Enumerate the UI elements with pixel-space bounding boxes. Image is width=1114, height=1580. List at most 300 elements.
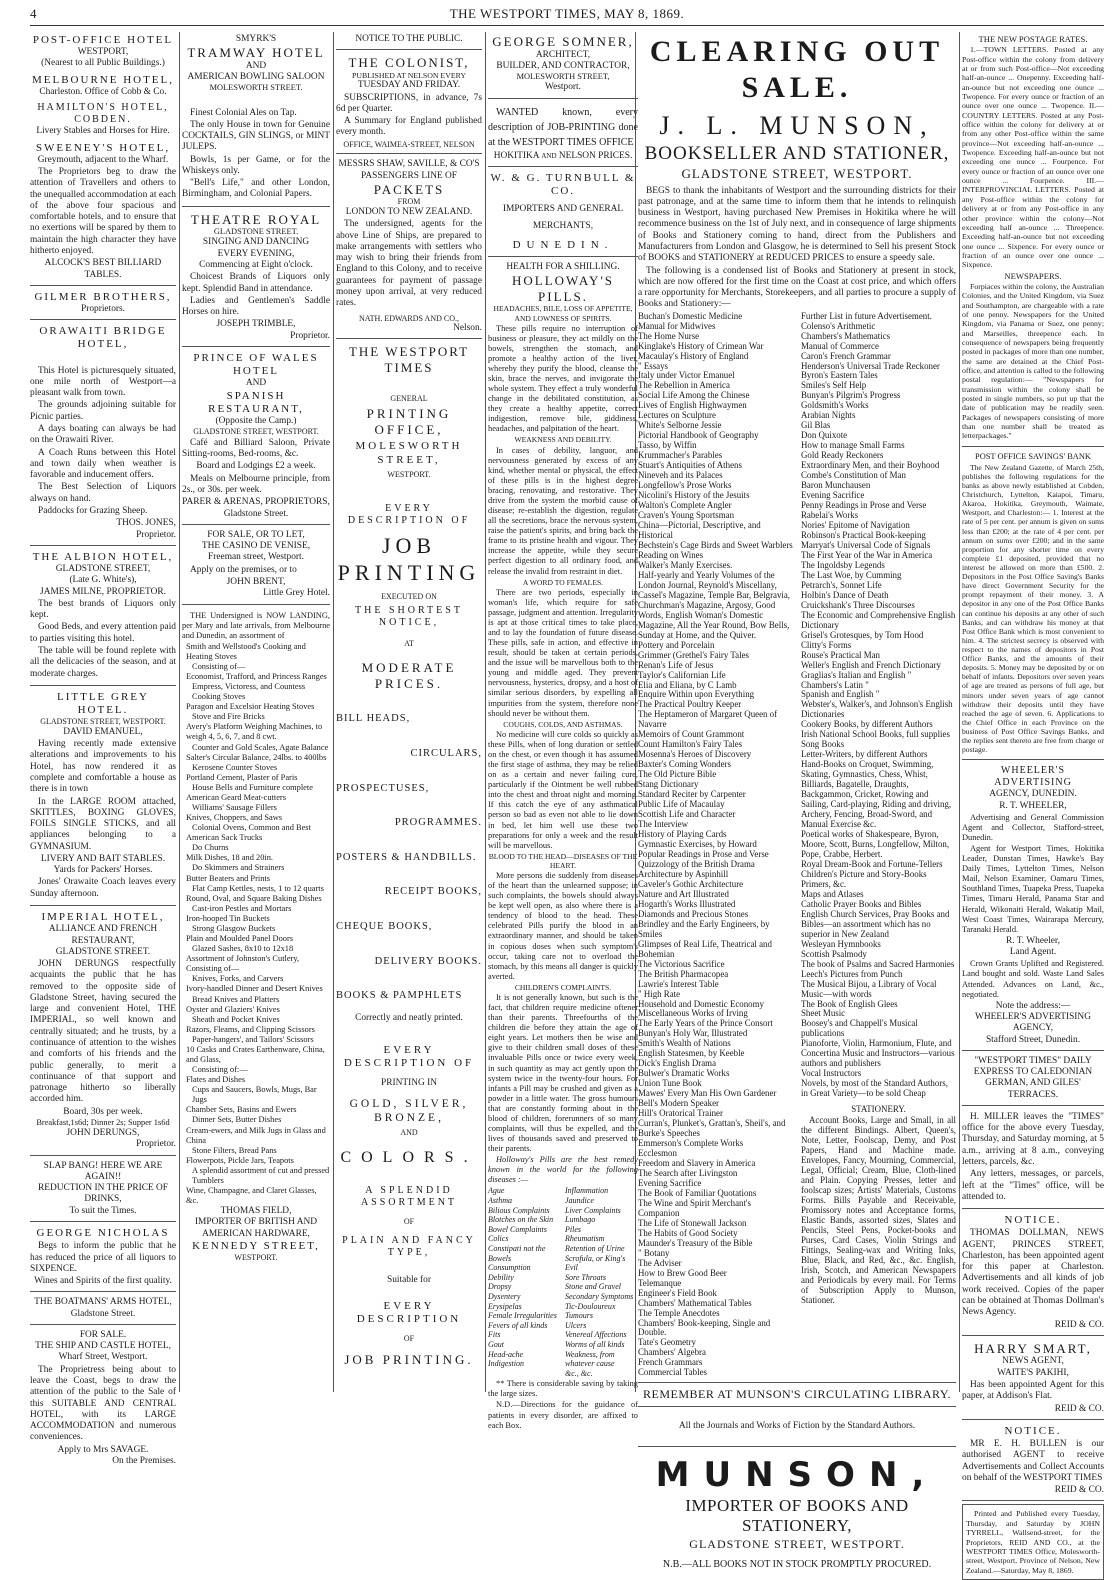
ad-line: A SPLENDID ASSORTMENT — [360, 1185, 458, 1209]
column-6 — [962, 32, 1104, 1575]
ad-subheading: BLOOD TO THE HEAD—DISEASES OF THE HEART. — [488, 851, 638, 870]
ailment-item: Inflammation — [565, 1186, 609, 1196]
hardware-item: Williams' Sausage Fillers — [192, 803, 277, 813]
book-item: Bunyan's Holy War, Illustrated — [638, 1028, 748, 1039]
ad-thomas-field-hardware — [182, 608, 330, 1267]
ad-line: TUESDAY AND FRIDAY. — [357, 80, 461, 91]
ad-body: Having recently made extensive alterations and improvements to his Hotel, has now rendered it as complete and comfortable a house as there is in town — [30, 739, 176, 795]
hardware-item-list — [182, 642, 330, 1206]
ailment-item: Colics — [488, 1234, 509, 1244]
book-item: Irish National School Books, full supplies — [801, 729, 950, 740]
ad-little-grey-hotel — [30, 689, 176, 906]
munson-intro: BEGS to thank the inhabitants of Westport and the surrounding districts for their past patronage, and at the same time to inform them that he intends to relinquish business in Westport, having purchased New Premises in Hokitika where he will recommence business on the 1st of July next, and in consequence of large shipments of Books and Stationery coming to hand, direct from the Publishers and Manufacturers from London and Glasgow, he is determined to Sell his present Stock of BOOKS and STATIONERY at REDUCED PRICES to ensure a speedy sale. — [638, 185, 956, 264]
masthead-rule — [30, 25, 1104, 26]
book-list — [638, 312, 793, 1379]
hardware-item: House Bells and Furniture complete — [192, 782, 313, 792]
ad-notice-bullen — [962, 1423, 1104, 1502]
ad-line: (Opposite the Camp.) — [215, 416, 297, 426]
ad-body: The best brands of Liquors only kept. — [30, 598, 176, 621]
book-item: The Book of English Glees — [801, 998, 898, 1009]
book-item: Krummacher's Parables — [638, 450, 723, 461]
ad-body: THOMAS DOLLMAN, NEWS AGENT, PRINCES STREET, Charleston, has been appointed agent for this paper at Charleston. Advertisements and all kinds of job work received. Copies of the paper can be obtained at Thomas Dollman's News Agency. — [962, 1228, 1104, 1318]
ad-body: In cases of debility, languor, and nervousness generated by excess of any kind, whether mental or physical, the effect of these pills is in the highest degree bracing, renovating, and restorative. They drive from the system the morbid cause of disease; re-establish the digestion, regulate all the secretions, brace the nervous system, raise the patient's spirits, and bring back the frame to its pristine health and vigour. They increase the appetite, while they secure perfect digestion to all ordinary food, and release the invalid from restraint in diet. — [488, 445, 638, 576]
hardware-item: Economist, Trafford, and Princess Ranges — [186, 672, 327, 681]
book-item: Spanish and English " — [801, 689, 880, 700]
ad-title: GILMER BROTHERS, — [34, 290, 172, 303]
munson-importer: IMPORTER OF BOOKS AND STATIONERY, — [685, 1495, 909, 1536]
ad-subheading: COUGHS, COLDS, AND ASTHMAS. — [503, 719, 623, 729]
ailment-item: Debility — [488, 1272, 514, 1282]
book-item: The Old Picture Bible — [638, 769, 717, 780]
ad-line: Westport. — [545, 82, 581, 93]
book-item: Robinson's Practical Book-keeping — [801, 529, 926, 540]
book-item: Royal Dream-Book and Fortune-Tellers — [801, 858, 943, 869]
book-item: Public Life of Macaulay — [638, 799, 725, 810]
munson-trade: BOOKSELLER AND STATIONER, — [644, 143, 950, 165]
ad-body: This Hotel is picturesquely situated, one mile north of Westport—a pleasant walk from town. — [30, 365, 176, 399]
ad-body: H. MILLER leaves the "TIMES" office for the above every Tuesday, Thursday, and Saturday morning, at 5 a.m., arriving at 8 a.m., conveying letters, parcels, &c. — [962, 1111, 1104, 1168]
ad-line: Freeman street, Westport. — [208, 552, 304, 563]
ad-line: Gladstone Street. — [223, 508, 289, 519]
book-item: " Botany — [638, 1247, 670, 1258]
book-item: Glimpses of Real Life, Theatrical and Bohemian — [638, 938, 772, 959]
ad-line: AND — [400, 1128, 418, 1138]
hardware-item: Sheath and Pocket Knives — [192, 1014, 280, 1024]
ailment-item: Venereal Affections — [565, 1330, 627, 1340]
ad-title: NOTICE. — [1004, 1214, 1062, 1227]
ad-body: More persons die suddenly from diseases of the heart than the unlearned suppose; in such complaints, the bowels should always be kept well open, as also where there is a tendency of blood to the head. These celebrated Pills purify the blood in an extraordinary manner, and should be taken in copious doses when such symptom's occur, taking care not to overload the stomach, by this means all danger is quickly averted. — [488, 870, 638, 981]
book-item: Taylor's Californian Life — [638, 669, 726, 680]
ad-title: THE WESTPORT TIMES — [348, 344, 470, 375]
ad-body: THE Undersigned is NOW LANDING, per Mary and late arrivals, from Melbourne and Dunedin, an assortment of — [182, 610, 330, 640]
hardware-item: Empress, Victoress, and Countess Cooking Stoves — [192, 682, 306, 702]
ailment-item: Rheumatism — [565, 1234, 605, 1244]
ad-line: To suit the Times. — [69, 1205, 137, 1216]
ad-line: Wharf Street, Westport. — [58, 1352, 148, 1363]
ad-albion-hotel — [30, 549, 176, 686]
ailment-item: Bilious Complaints — [488, 1205, 550, 1215]
book-item: Social Life Among the Chinese — [638, 390, 750, 401]
book-item: Caron's French Grammar — [801, 350, 891, 361]
book-item: China—Pictorial, Descriptive, and Historical — [638, 520, 761, 540]
book-item: Sheet Music — [801, 1008, 846, 1019]
book-item: Hill's Oratorical Trainer — [638, 1108, 723, 1119]
ad-body: MR E. H. BULLEN is our authorised AGENT to receive Advertisements and Collect Accounts on behalf of the WESTPORT TIMES — [962, 1439, 1104, 1483]
ad-signature: JOHN DERUNGS, — [66, 1128, 140, 1139]
printing-service-item: CIRCULARS, — [410, 748, 482, 760]
book-item: Cruickshank's Three Discourses — [801, 599, 915, 610]
book-item: Engineer's Field Book — [638, 1287, 717, 1298]
book-item: Pianoforte, Violin, Harmonium, Flute, and Concertina Music and Instructors—various authors and publishers — [801, 1038, 955, 1069]
ad-line: OF — [403, 1217, 415, 1227]
ad-body: Jones' Orawaite Coach leaves every Sunday afternoon. — [30, 877, 176, 899]
ad-signature: THOMAS FIELD, — [220, 1206, 292, 1217]
ailment-item: Asthma — [488, 1196, 512, 1206]
ad-line: JOB PRINTING — [337, 533, 481, 585]
book-item: Grisel's Grotesques, by Tom Hood — [801, 629, 924, 640]
newspaper-title: THE WESTPORT TIMES, MAY 8, 1869. — [449, 6, 685, 21]
hardware-item: Flowerpots, Pickle Jars, Teapots — [186, 1155, 294, 1165]
hardware-item: Bread Knives and Platters — [192, 994, 280, 1004]
ad-gilmer-brothers — [30, 289, 176, 320]
ad-signature: REID & CO. — [1054, 1319, 1104, 1330]
book-item: Caveler's Gothic Architecture — [638, 878, 744, 889]
ad-line: EVERY DESCRIPTION OF — [347, 503, 471, 527]
book-item: Curran's, Plunket's, Grattan's, Sheil's, and Burke's Speeches — [638, 1118, 786, 1139]
ad-line: DUNEDIN. — [512, 238, 614, 251]
ailment-item: Indigestion — [488, 1359, 524, 1369]
ad-title: PRINCE OF WALES HOTEL — [193, 351, 319, 378]
ad-line: REDUCTION IN THE PRICE OF — [37, 1183, 169, 1194]
ad-body: N.D.—Directions for the guidance of patients in every disorder, are affixed to each Box. — [488, 1400, 638, 1430]
ad-line: NEWS AGENT, — [1002, 1356, 1064, 1367]
book-item: The Last Woe, by Cumming — [801, 569, 902, 580]
book-item: Pictorial Handbook of Geography — [638, 430, 759, 441]
ad-title: GEORGE SOMNER, — [492, 34, 634, 49]
book-item: Buchan's Domestic Medicine — [638, 310, 743, 321]
column-2 — [182, 32, 330, 1392]
book-item: The book of Psalms and Sacred Harmonies — [801, 958, 955, 969]
book-item: Goldsmith's Works — [801, 400, 869, 411]
book-item: The Book of Familiar Quotations — [638, 1187, 757, 1198]
ad-line: RESTAURANT, — [71, 935, 135, 946]
munson-name: J. L. MUNSON, — [659, 111, 935, 140]
ad-body: Finest Colonial Ales on Tap. — [190, 107, 297, 118]
hardware-item: Colonial Ovens, Common and Best — [192, 823, 311, 833]
printing-service-item: PROGRAMMES. — [394, 817, 482, 829]
imprint-text: Printed and Published every Tuesday, Thursday, and Saturday by JOHN TYRRELL, Wallsend-street, for the Proprietors, REID AND CO., at the WESTPORT TIMES Office, Molesworth-street, Westport, Province of Nelson, New Zealand.—Saturday, May 8, 1869. — [966, 1509, 1100, 1575]
hardware-item: Knives, Choppers, and Saws — [186, 813, 283, 823]
book-item: Webster's, Walker's, and Johnson's English Dictionaries — [801, 699, 953, 720]
ad-line: EVERY DESCRIPTION OF — [343, 1044, 475, 1070]
book-list — [801, 312, 956, 1100]
ad-body: There are two periods, especially in woman's life, which require for safe passage, judgment and attention. Irregularity is apt at those critical times to take place, and to lay the foundation of future disease. These pills, safe in action, and effective in result, should be taken at certain periods, and the issue will be marvellous both to the young and middle aged. They prevent nervousness, hysterics, dropsy, and a host of similar serious disorders, by expelling all impurities from the system, therefore none should never be without them. — [488, 587, 638, 718]
ad-line: On the Premises. — [112, 1456, 176, 1467]
munson-nb: N.B.—ALL BOOKS NOT IN STOCK PROMPTLY PROCURED. — [662, 1558, 932, 1570]
masthead — [30, 4, 1104, 30]
book-item: Chambers' Mathematical Tables — [638, 1297, 752, 1308]
ailment-item: Constipati not the Bowels — [488, 1244, 546, 1263]
book-item: Evening Sacrifice — [801, 490, 865, 501]
hardware-item: Counter and Gold Scales, Agate Balance — [192, 742, 329, 752]
printing-service-item: DELIVERY BOOKS. — [374, 955, 482, 967]
hardware-item: Knives, Forks, and Carvers — [192, 974, 284, 984]
hardware-item: Strong Glasgow Buckets — [192, 923, 276, 933]
ad-body: Agent for Westport Times, Hokitika Leader, Dunstan Times, Hawke's Bay Daily Times, Lyttelton Times, Nelson Mail, Nelson Examiner, Oamaru Times, Southland Times, Tuapeka Press, Tuapeka Times, Timaru Herald, Panama Star and Herald, Wikonaiti Herald, Wakatip Mail, West Coast Times, Wairarapa Mercury, Taranaki Herald. — [962, 844, 1104, 934]
ad-title: ORAWAITI BRIDGE HOTEL, — [39, 325, 167, 351]
book-item: Marryat's Universal Code of Signals — [801, 539, 931, 550]
ad-title: IMPERIAL HOTEL, — [41, 911, 165, 924]
hardware-item: Glazed Sashes, 8x10 to 12x18 — [192, 944, 294, 954]
book-item: The First Year of the War in America — [801, 549, 933, 560]
book-item: Household and Domestic Economy — [638, 998, 764, 1009]
ad-sale-or-let-casino — [182, 528, 330, 605]
ad-line: SLAP BANG! HERE WE ARE — [43, 1160, 163, 1171]
book-item: Gil Blas — [801, 420, 831, 431]
ad-line: SPANISH RESTAURANT, — [208, 389, 304, 415]
book-item: Chambers's Latin " — [801, 679, 869, 690]
ad-harry-smart — [962, 1339, 1104, 1420]
ad-line: Livery Stables and Horses for Hire. — [36, 126, 170, 137]
ad-body: The Proprietress being about to leave the Coast, begs to draw the attention of the public to the Sale of this SUITABLE AND CENTRAL HOTEL, with its LARGE ACCOMMODATION and numerous conveniences. — [30, 1364, 176, 1443]
ad-wheelers-agency — [962, 763, 1104, 1051]
hardware-item: American Geard Meat-cutters — [186, 792, 286, 802]
ad-line: GENERAL — [390, 393, 428, 403]
book-item: The Economic and Comprehensive English Dictionary — [801, 609, 956, 630]
book-item: Memoirs of Count Grammont — [638, 729, 745, 740]
book-item: Bulwer's Dramatic Works — [638, 1068, 730, 1079]
ailment-item: Liver Complaints — [565, 1205, 621, 1215]
book-item: Ecclesmon — [638, 1148, 677, 1159]
library-subline: All the Journals and Works of Fiction by the Standard Authors. — [678, 1420, 916, 1431]
book-item: Elia and Eliana, by C Lamb — [638, 679, 737, 690]
ad-line: Breakfast,1s6d; Dinner 2s; Supper 1s6d — [36, 1118, 170, 1127]
ad-george-nicholas — [30, 1225, 176, 1292]
book-item: Nories' Epitome of Navigation — [801, 520, 910, 531]
ailment-item: &c., &c. — [565, 1368, 593, 1378]
ad-daily-express — [962, 1054, 1104, 1106]
book-item: Bell's Modern Speaker — [638, 1098, 719, 1109]
column-5 — [638, 32, 956, 1570]
ad-title: MESSRS SHAW, SAVILLE, & CO'S PASSENGERS LINE OF — [338, 159, 480, 181]
ad-title: HARRY SMART, — [974, 1340, 1092, 1356]
book-item: Tate's Geometry — [638, 1337, 696, 1348]
ailment-item: Jaundice — [565, 1196, 594, 1206]
book-item: Arabian Nights — [801, 410, 856, 421]
hardware-item: Consisting of— — [192, 661, 246, 671]
book-item: Combe's Constitution of Man — [801, 470, 906, 481]
ad-line: Greymouth, adjacent to the Wharf. — [37, 154, 169, 165]
ad-line: MOLESWORTH STREET, — [355, 440, 463, 466]
book-item: Song Books — [801, 739, 845, 750]
ad-line: THE CASINO DE VENISE, — [201, 541, 311, 552]
ailments-table — [488, 1186, 638, 1378]
book-item: Don Quixote — [801, 430, 848, 441]
ad-body: A Summary for England published every month. — [336, 116, 482, 138]
book-item: Scottish Life and Character — [638, 809, 736, 820]
book-item: " High Rate — [638, 988, 681, 999]
ad-subheading: WEAKNESS AND DEBILITY. — [514, 435, 612, 445]
book-item: Boosey's and Chappell's Musical publications — [801, 1018, 918, 1039]
ailment-item: Tic-Douloureux — [565, 1301, 616, 1311]
ad-line: Board and Lodgings £2 a week. — [196, 461, 316, 472]
book-item: Mawes' Every Man His Own Gardener — [638, 1088, 777, 1099]
ad-notice-dollman — [962, 1212, 1104, 1336]
ad-line: AND — [245, 60, 267, 71]
ad-body: Holloway's Pills are the best remedy known in the world for the following diseases :— — [488, 1155, 638, 1185]
ad-body: SUBSCRIPTIONS, in advance, 7s 6d per Quarter. — [336, 92, 482, 114]
ad-line: AGENCY, DUNEDIN. — [989, 789, 1077, 800]
book-item: Mosenna's Heroes of Discovery — [638, 749, 752, 760]
ad-line: IMPORTER OF BRITISH AND — [194, 1217, 318, 1228]
ad-body: WANTED known, every description of JOB-PRINTING done at the WESTPORT TIMES OFFICE — [488, 106, 638, 148]
hardware-item: American Sack Trucks — [186, 833, 263, 843]
ad-line: OF — [403, 1334, 415, 1344]
ad-body: Crown Grants Uplifted and Registered. Land bought and sold. Waste Land Sales Attended. Advances on Land, &c., negotiated. — [962, 959, 1104, 999]
ad-body: A days boating can always be had on the Orawaiti River. — [30, 424, 176, 446]
ad-line: Proprietor. — [290, 330, 330, 341]
book-item: The Habits of Good Society — [638, 1227, 738, 1238]
ad-signature: JOHN BRENT, — [226, 576, 286, 587]
ad-notice-to-public — [336, 32, 482, 50]
hardware-item: Butter Beaters and Prints — [186, 873, 270, 883]
ad-title: "WESTPORT TIMES" DAILY EXPRESS TO CALEDONIAN GERMAN, AND GILES' TERRACES. — [973, 1055, 1093, 1100]
ad-line: WESTPORT, — [77, 47, 129, 58]
book-item: English Church Services, Pray Books and Bibles—an assortment which has no superior in New Zealand — [801, 908, 950, 939]
ad-signature: R. T. Wheeler, — [1005, 935, 1061, 946]
ad-line: LONDON TO NEW ZEALAND. — [345, 206, 473, 217]
ad-turnbull — [488, 170, 638, 257]
book-item: Telemanque — [638, 1277, 682, 1288]
ad-line: Apply to Mrs SAVAGE. — [57, 1444, 149, 1455]
ad-post-office-hotel — [30, 32, 176, 286]
ad-title: WHEELER'S ADVERTISING — [994, 765, 1072, 789]
book-item: The Victorious Sacrifice — [638, 958, 725, 969]
ad-line: MODERATE PRICES. — [361, 660, 457, 691]
printing-services-list — [336, 713, 482, 1002]
ad-line: Note the address:— — [995, 1000, 1071, 1011]
ad-line: (Nearest to all Public Buildings.) — [41, 58, 165, 69]
hardware-item: 10 Casks and Crates Earthenware, China, and Glass, — [186, 1044, 325, 1064]
hardware-item: Paragon and Excelsior Heating Stoves — [186, 702, 315, 712]
hardware-item: Ivory-handled Dinner and Desert Knives — [186, 984, 323, 994]
column-divider — [333, 32, 334, 1392]
ad-body: These pills require no interruption of business or pleasure, they act mildly on the bowels, strengthen the stomach, and promote a healthy action of the liver, whereby they purify the blood, cleanse the skin, brace the nerves, and invigorate the whole system. They effect a truly wonderful change in the debilitated constitution, as they create a healthy appetite, correct indigestion, remove bile, giddiness, headaches, and palpitation of the heart. — [488, 323, 638, 434]
book-item: The Life of Stonewall Jackson — [638, 1217, 747, 1228]
ad-line: Stafford Street, Dunedin. — [985, 1034, 1081, 1045]
ad-orawaiti-bridge-hotel — [30, 323, 176, 546]
ad-body: Begs to inform the public that he has reduced the price of all liquors to SIXPENCE. — [30, 1241, 176, 1274]
book-item: The British Pharmacopea — [638, 968, 729, 979]
ad-line: ALLIANCE AND FRENCH — [48, 924, 158, 935]
ailment-item: Sore Throats — [565, 1272, 606, 1282]
ad-line: (Late G. White's), — [69, 575, 137, 586]
ad-title: THE BOATMANS' ARMS HOTEL, — [34, 1297, 172, 1308]
ad-line: GLADSTONE STREET, — [55, 564, 151, 575]
ad-line: PLAIN AND FANCY TYPE, — [342, 1234, 476, 1258]
book-item: The Search after Livingston — [638, 1167, 738, 1178]
ad-line: Proprietor. — [136, 1139, 176, 1150]
ailment-item: Female Irregularities — [488, 1311, 557, 1321]
book-item: Lectures on Sculpture — [638, 410, 716, 421]
notice-savings-bank — [962, 450, 1104, 761]
book-item: Stang Dictionary — [638, 779, 699, 790]
ad-line: Nelson. — [453, 323, 482, 334]
ad-title: MELBOURNE HOTEL, — [32, 73, 174, 86]
ad-title: NEWSPAPERS. — [1004, 270, 1062, 281]
ad-line: MOLESWORTH STREET, — [516, 72, 610, 82]
ad-line: AND — [245, 378, 267, 389]
hardware-item: Round, Oval, and Square Baking Dishes — [186, 893, 322, 903]
ad-shaw-saville-packets — [336, 157, 482, 339]
ad-title: FOR SALE, OR TO LET, — [207, 529, 305, 540]
ad-body: JOHN DERUNGS respectfully acquaints the public that he has removed to the opposite side of Gladstone Street, having secured the large and convenient Hotel, THE IMPERIAL, so well known and centrally situated; and he trusts, by a continuance of attention to the wishes and comforts of his friends and the public generally, to merit a continuance of that support and patronage hitherto so liberally accorded him. — [30, 959, 176, 1105]
ad-body: The New Zealand Gazette, of March 25th, publishes the following regulations for the banks as above newly established at Cobden, Christchurch, Lyttelton, Kaiapoi, Timaru, Akaroa, Hokitika, Greymouth, Waimate, Westport, and Charleston:— 1. Interest at the rate of 5 per cent. per annum is given on sums less than £200; at the rate of 4 per cent. per annum on sums over £200; and in the same proportion for any shorter time on every complete £1 deposited, provided that no interest be allowed on more than £500. 2. Depositors in the Post Office Saving's Banks have direct Government Security for the prompt repayment of their money. 3. A depositor in any one of the Post Office Banks can continue his deposits at any other of such Banks, and can withdraw his money at that Post Office Bank which is most convenient to him. 4. The strictest secrecy is observed with respect to the names of depositors in Post Office Banks, and the amounts of their deposits. 5. Money may be deposited by or on behalf of infants. Depositors over seven years of age are treated as persons of full age, but minors under seven years of age cannot withdraw their deposits until they have reached the age of seven. 6. Applications to the Chief Office in each Province on the business of Post Office Savings Banks, and the replies sent thereto are free from charge or postage. — [962, 462, 1104, 755]
ad-body: A Coach Runs between this Hotel and town daily when weather is favorable and inducement offers. — [30, 447, 176, 481]
book-item: Bunyan's Pilgrim's Progress — [801, 390, 901, 401]
book-item: Half-yearly and Yearly Volumes of the London Journal, Reynold's Miscellany, Cassel's Magazine, Temple Bar, Belgravia, Churchman's Magazine, Argosy, Good Words, English Woman's Domestic Magazine, All the Year Round, Bow Bells, Sunday at Home, and the Quiver. — [638, 569, 791, 640]
book-item: Freedom and Slavery in America — [638, 1158, 756, 1169]
book-item: Children's Picture and Story-Books — [801, 868, 927, 879]
ad-line: Wines and Spirits of the first quality. — [34, 1276, 172, 1287]
ailments-column — [565, 1186, 638, 1378]
hardware-item: Flat Camp Kettles, nests, 1 to 12 quarts — [192, 883, 324, 893]
book-item: Grimmer (Grethel's Fairy Tales — [638, 649, 749, 660]
ailment-item: Stone and Gravel — [565, 1282, 621, 1292]
hardware-item: Milk Dishes, 18 and 20in. — [186, 853, 274, 863]
hardware-item: Portland Cement, Plaster of Paris — [186, 772, 298, 782]
book-item: Novels, by most of the Standard Authors, in Great Variety—to be sold Cheap — [801, 1078, 948, 1099]
ad-line: AGAIN!! — [84, 1171, 122, 1182]
ailment-item: Erysipelas — [488, 1301, 522, 1311]
ad-boatmans-arms — [30, 1295, 176, 1325]
ad-title: THE COLONIST, — [348, 55, 470, 71]
munson-address: GLADSTONE STREET, WESTPORT. — [681, 165, 913, 181]
ailment-item: Ulcers — [565, 1320, 587, 1330]
book-item: Italy under Victor Emanuel — [638, 370, 735, 381]
ad-line: ARCHITECT, — [535, 49, 591, 60]
munson-address: GLADSTONE STREET, WESTPORT. — [689, 1536, 905, 1551]
book-item: Chambers' Algebra — [638, 1347, 706, 1358]
ad-line: AGENCY, — [1012, 1023, 1054, 1034]
ad-line: DAVID EMANUEL, — [63, 726, 143, 737]
book-item: Rabelai's Works — [801, 510, 859, 521]
ad-body: The table will be found replete with all the delicacies of the season, and at moderate charges. — [30, 646, 176, 679]
book-item: The Heptameron of Margaret Queen of Navarre — [638, 709, 778, 730]
ad-line: GLADSTONE STREET. — [55, 946, 151, 957]
ailment-item: Gout — [488, 1339, 504, 1349]
book-item: Tasso, by Wiffin — [638, 440, 697, 451]
book-item: The Interview — [638, 819, 689, 830]
ailment-item: Head-ache — [488, 1349, 524, 1359]
ad-signature: JOSEPH TRIMBLE, — [216, 319, 296, 330]
book-item: Hogarth's Works Illustrated — [638, 898, 736, 909]
ad-line: Proprietor. — [136, 529, 176, 540]
ad-line: Land Agent. — [1009, 947, 1057, 958]
hardware-item: Paper-hangers', and Tailors' Scissors — [192, 1034, 314, 1044]
book-item: Lives of English Highwaymen — [638, 400, 747, 411]
ad-body: Any letters, messages, or parcels, left at the "Times" office, will be attended to. — [962, 1169, 1104, 1202]
hardware-item: Smith and Wellstood's Cooking and Heating Stoves — [186, 641, 306, 661]
ad-line: AMERICAN HARDWARE, — [202, 1228, 310, 1239]
book-item: Stuart's Antiquities of Athens — [638, 460, 742, 471]
ad-line: Board, 30s per week. — [63, 1106, 143, 1117]
ad-line: GLADSTONE STREET, WESTPORT. — [193, 427, 319, 437]
ad-body: The undersigned, agents for the above Line of Ships, are prepared to make arrangements with settlers who may wish to bring their friends from England to this Colony, and to receive guarantees for payment of passage money upon arrival, at very reduced rates. — [336, 219, 482, 309]
ad-line: GLADSTONE STREET, WESTPORT. — [40, 717, 166, 727]
ad-line: Gladstone Street. — [70, 1308, 136, 1319]
ad-line: PRINTING IN — [381, 1078, 437, 1089]
book-item: " Essays — [638, 360, 669, 371]
book-item: Lawrie's Interest Table — [638, 978, 719, 989]
ailment-item: Lumbago — [565, 1215, 596, 1225]
ad-line: MOLESWORTH STREET. — [209, 83, 303, 93]
ad-theatre-royal — [182, 210, 330, 347]
book-item: How to manage Small Farms — [801, 440, 905, 451]
ad-title: GEORGE NICHOLAS — [36, 1227, 170, 1240]
ad-body: Meals on Melbourne principle, from 2s., or 30s. per week. — [182, 473, 330, 495]
ad-line: PRINTING OFFICE, — [366, 406, 452, 437]
ad-the-colonist — [336, 53, 482, 154]
book-item: Manual of Commerce — [801, 340, 879, 351]
book-item: Poetical works of Shakespeare, Byron, Moore, Scott, Burns, Longfellow, Milton, Pope, Crabbe, Herbert. — [801, 829, 950, 859]
ailments-column — [488, 1186, 561, 1378]
book-item: Leech's Pictures from Punch — [801, 968, 903, 979]
ad-westport-times-printing — [336, 342, 482, 1374]
ailment-item: Worms of all kinds — [565, 1339, 625, 1349]
book-item: How to Brew Good Beer — [638, 1267, 727, 1278]
ad-title: TRAMWAY HOTEL — [187, 45, 325, 61]
